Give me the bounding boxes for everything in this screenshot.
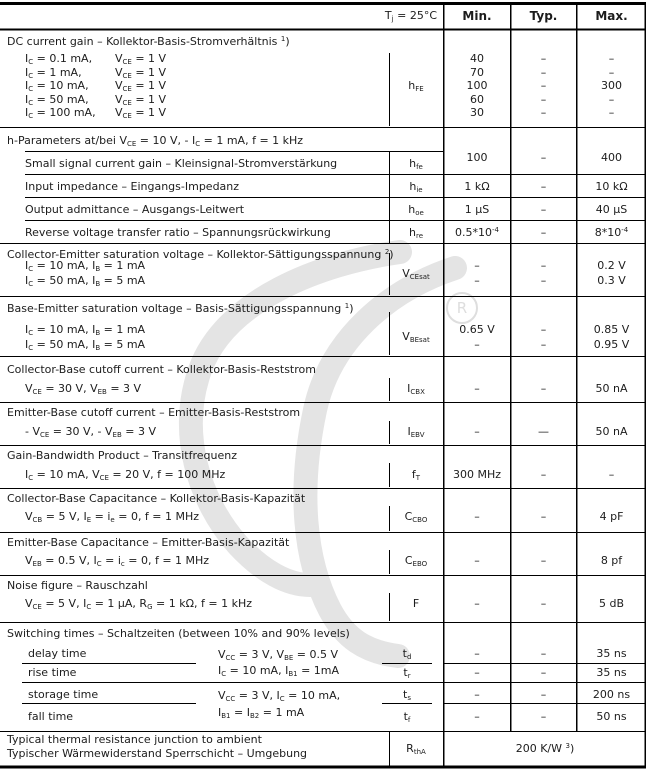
parameter-symbol: $t_r$ [403, 666, 411, 680]
max-value: – [608, 52, 615, 65]
parameter-symbol: $t_s$ [403, 688, 411, 702]
typ-value: – [540, 510, 547, 523]
parameter-symbol: $h_{fe}$ [409, 157, 423, 171]
section-title-ccbo: Collector-Base Capacitance – Kollektor-Basis-Kapazität [7, 492, 306, 505]
min-value: – [474, 510, 480, 523]
test-condition [25, 52, 166, 66]
max-value: 50 nA [595, 425, 628, 438]
typ-value: – [540, 338, 547, 351]
row-label: Small signal current gain – Kleinsignal-Stromverstärkung [25, 157, 338, 170]
section-title-cebo: Emitter-Base Capacitance – Emitter-Basis-Kapazität [7, 536, 290, 549]
test-condition: $I_{B1} = I_{B2} = 1$ mA [218, 706, 305, 720]
typ-value: – [540, 226, 547, 239]
parameter-symbol: $h_{FE}$ [408, 79, 424, 93]
typ-value: – [540, 382, 547, 395]
min-value: 100 [466, 151, 488, 164]
max-value: $8*10^{-4}$ [594, 226, 629, 239]
min-value: – [474, 425, 480, 438]
thermal-resistance-label-de: Typischer Wärmewiderstand Sperrschicht – Umgebung [7, 747, 308, 760]
parameter-symbol: $V_{BEsat}$ [402, 330, 430, 344]
condition-voltage: $V_{CE} = 1$ V [115, 79, 167, 93]
min-value: – [474, 688, 480, 701]
test-condition: $V_{CC} = 3$ V, $V_{BE} = 0.5$ V [218, 648, 339, 662]
test-condition: $V_{CB} = 5$ V, $I_E = i_e = 0$, f = 1 MHz [25, 510, 200, 524]
parameter-symbol: $I_{EBV}$ [407, 425, 425, 439]
max-value: – [608, 468, 615, 481]
min-value: 70 [470, 66, 484, 79]
max-value: 0.3 V [597, 274, 626, 287]
typ-value: – [540, 554, 547, 567]
min-value: $0.5*10^{-4}$ [455, 226, 499, 239]
min-value: – [474, 666, 480, 679]
min-value: – [474, 597, 480, 610]
test-condition: $I_C = 50$ mA, $I_B = 5$ mA [25, 338, 146, 352]
row-label: Reverse voltage transfer ratio – Spannungsrückwirkung [25, 226, 331, 239]
max-value: 50 nA [595, 382, 628, 395]
condition-current: $I_C = 1$ mA, [25, 66, 82, 80]
typ-value: – [540, 79, 547, 92]
max-value: 5 dB [598, 597, 625, 610]
section-title-vce-sat: Collector-Emitter saturation voltage – Kollektor-Sättigungsspannung $^2$) [7, 248, 394, 261]
thermal-resistance-label-en: Typical thermal resistance junction to ambient [7, 733, 262, 746]
typ-value: – [540, 468, 547, 481]
section-title-dc-gain: DC current gain – Kollektor-Basis-Stromverhältnis $^1$) [7, 35, 290, 48]
min-value: – [474, 647, 480, 660]
condition-voltage: $V_{CE} = 1$ V [115, 66, 167, 80]
typ-value: – [540, 151, 547, 164]
min-value: 40 [470, 52, 484, 65]
parameter-symbol: $t_f$ [403, 710, 411, 724]
max-value: 4 pF [599, 510, 624, 523]
row-label: delay time [28, 647, 87, 660]
typ-value: – [540, 274, 547, 287]
section-title-h-parameters: h-Parameters at/bei $V_{CE} = 10$ V, - $I_C = 1$ mA, f = 1 kHz [7, 134, 304, 148]
test-condition: $V_{CE} = 30$ V, $V_{EB} = 3$ V [25, 382, 142, 396]
condition-current: $I_C = 10$ mA, [25, 79, 89, 93]
min-value: 300 MHz [452, 468, 502, 481]
thermal-resistance-value: 200 K/W $^3$) [515, 742, 575, 755]
typ-value: – [540, 688, 547, 701]
typ-value: – [540, 93, 547, 106]
parameter-symbol: $h_{ie}$ [409, 180, 423, 194]
typ-value: – [540, 66, 547, 79]
max-value: 400 [601, 151, 622, 164]
typ-value: – [540, 106, 547, 119]
min-value: 100 [466, 79, 488, 92]
parameter-symbol: $t_d$ [402, 647, 412, 661]
max-value: 35 ns [596, 666, 627, 679]
row-label: rise time [28, 666, 77, 679]
test-condition: $I_C = 10$ mA, $I_B = 1$ mA [25, 323, 146, 337]
max-value: 10 kΩ [595, 180, 628, 193]
max-value: – [608, 106, 615, 119]
typ-value: – [540, 323, 547, 336]
condition-voltage: $V_{CE} = 1$ V [115, 52, 167, 66]
typ-value: – [540, 203, 547, 216]
row-label: fall time [28, 710, 74, 723]
max-value: – [608, 93, 615, 106]
section-title-icbx: Collector-Base cutoff current – Kollektor-Basis-Reststrom [7, 363, 316, 376]
condition-voltage: $V_{CE} = 1$ V [115, 106, 167, 120]
typ-value: – [540, 52, 547, 65]
max-value: 300 [601, 79, 622, 92]
test-condition: $I_C = 10$ mA, $I_B = 1$ mA [25, 259, 146, 273]
typ-value: — [538, 425, 549, 438]
test-condition [25, 93, 166, 107]
parameter-symbol: $h_{oe}$ [408, 203, 424, 217]
min-value: 1 kΩ [464, 180, 490, 193]
min-value: – [474, 554, 480, 567]
test-condition: $V_{CC} = 3$ V, $I_C = 10$ mA, [218, 689, 341, 703]
max-value: 40 µS [595, 203, 628, 216]
max-value: 0.95 V [593, 338, 630, 351]
test-condition [25, 66, 166, 80]
parameter-symbol: $C_{EBO}$ [404, 554, 428, 568]
registered-trademark-letter: R [456, 299, 468, 317]
min-value: 60 [470, 93, 484, 106]
test-condition: $V_{CE} = 5$ V, $I_C = 1$ µA, $R_G = 1$ kΩ, f = 1 kHz [25, 597, 252, 611]
row-label: Output admittance – Ausgangs-Leitwert [25, 203, 245, 216]
header-min-label: Min. [462, 9, 492, 23]
section-title-vbe-sat: Base-Emitter saturation voltage – Basis-Sättigungsspannung $^1$) [7, 302, 354, 315]
parameter-symbol: $f_T$ [411, 468, 421, 482]
parameter-symbol: $R_{thA}$ [406, 742, 426, 756]
test-condition [25, 79, 166, 93]
max-value: 200 ns [592, 688, 631, 701]
condition-current: $I_C = 100$ mA, [25, 106, 96, 120]
section-title-noise: Noise figure – Rauschzahl [7, 579, 148, 592]
max-value: 8 pf [600, 554, 623, 567]
test-condition [25, 106, 166, 120]
test-condition: - $V_{CE} = 30$ V, - $V_{EB} = 3$ V [25, 425, 156, 439]
header-temperature-label: $T_j = 25^\circ C$ [384, 9, 437, 23]
max-value: 0.85 V [593, 323, 630, 336]
typ-value: – [540, 647, 547, 660]
parameter-symbol: $V_{CEsat}$ [402, 267, 430, 281]
typ-value: – [540, 259, 547, 272]
test-condition: $I_C = 10$ mA, $V_{CE} = 20$ V, f = 100 MHz [25, 468, 226, 482]
condition-voltage: $V_{CE} = 1$ V [115, 93, 167, 107]
max-value: 35 ns [596, 647, 627, 660]
condition-current: $I_C = 50$ mA, [25, 93, 89, 107]
min-value: – [474, 259, 480, 272]
section-title-ft: Gain-Bandwidth Product – Transitfrequenz [7, 449, 238, 462]
parameter-symbol: $C_{CBO}$ [404, 510, 428, 524]
typ-value: – [540, 666, 547, 679]
typ-value: – [540, 597, 547, 610]
section-title-iebv: Emitter-Base cutoff current – Emitter-Basis-Reststrom [7, 406, 301, 419]
test-condition: $V_{EB} = 0.5$ V, $I_C = i_c = 0$, f = 1 MHz [25, 554, 210, 568]
min-value: 1 µS [464, 203, 490, 216]
parameter-symbol: $I_{CBX}$ [407, 382, 425, 396]
min-value: – [474, 338, 480, 351]
parameter-symbol: F [412, 597, 420, 610]
min-value: – [474, 382, 480, 395]
parameter-symbol: $h_{re}$ [408, 226, 423, 240]
min-value: 0.65 V [459, 323, 495, 336]
header-max-label: Max. [595, 9, 628, 23]
max-value: – [608, 66, 615, 79]
row-label: Input impedance – Eingangs-Impedanz [25, 180, 240, 193]
test-condition: $I_C = 10$ mA, $I_{B1} = 1mA$ [218, 664, 340, 678]
typ-value: – [540, 710, 547, 723]
test-condition: $I_C = 50$ mA, $I_B = 5$ mA [25, 274, 146, 288]
condition-current: $I_C = 0.1$ mA, [25, 52, 93, 66]
typ-value: – [540, 180, 547, 193]
header-typ-label: Typ. [529, 9, 558, 23]
max-value: 50 ns [596, 710, 627, 723]
min-value: – [474, 274, 480, 287]
row-label: storage time [28, 688, 99, 701]
section-title-switching: Switching times – Schaltzeiten (between 10% and 90% levels) [7, 627, 350, 640]
min-value: 30 [470, 106, 484, 119]
max-value: 0.2 V [597, 259, 626, 272]
min-value: – [474, 710, 480, 723]
